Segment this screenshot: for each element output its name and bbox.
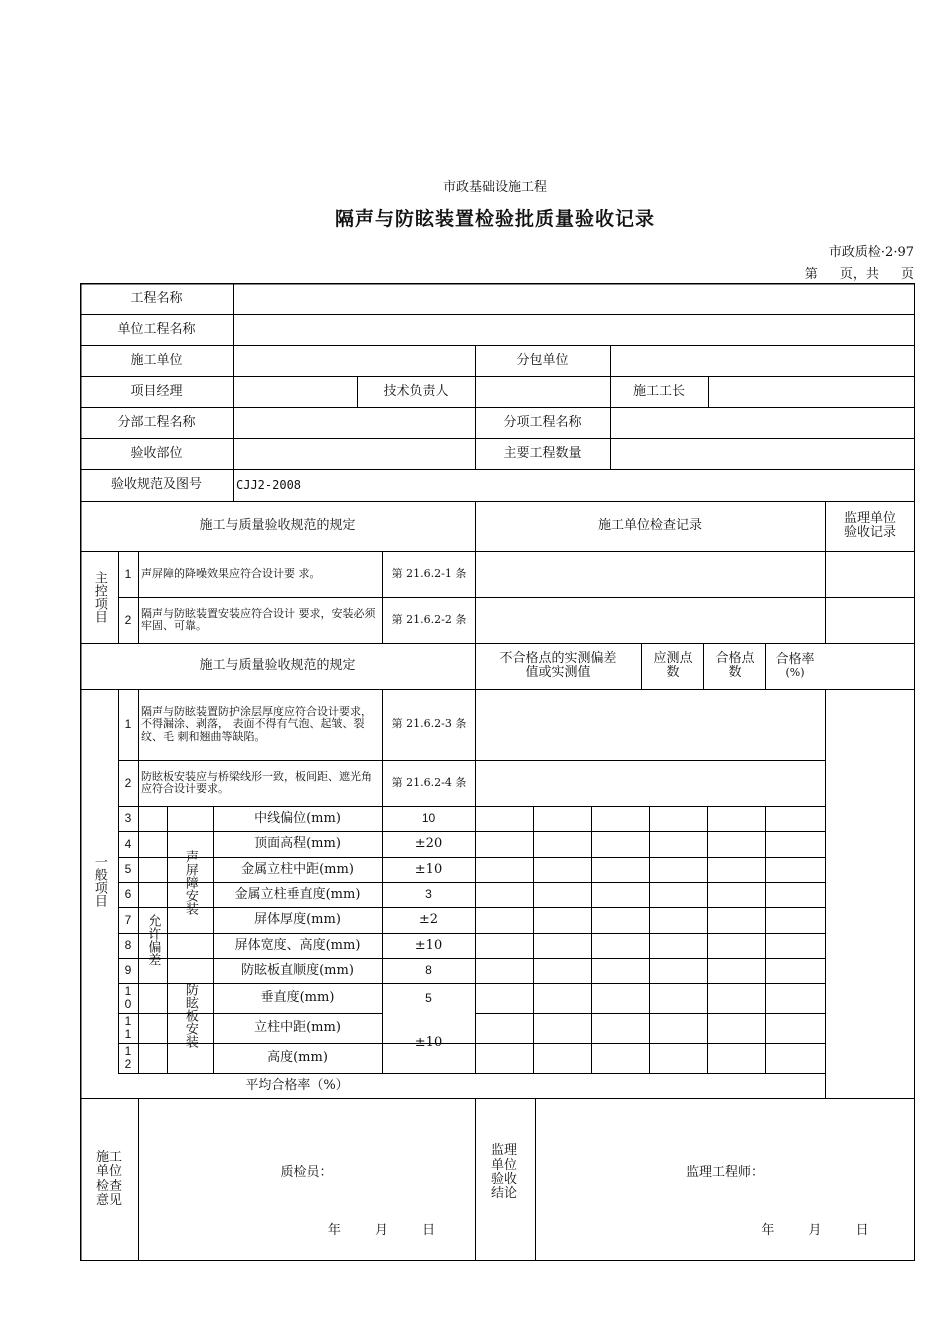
main-item-2-clause: 第 21.6.2-2 条 [391, 612, 467, 626]
tol-11-value: ±10 [414, 1035, 443, 1051]
main-item-2-no: 2 [124, 612, 132, 627]
tol-4-item: 顶面高程(mm) [254, 836, 341, 852]
tol-5-item: 金属立柱中距(mm) [241, 861, 354, 877]
standard-label: 验收规范及图号 [110, 477, 202, 493]
deviation-header: 不合格点的实测偏差值或实测值 [499, 651, 617, 680]
glare-install-text: 防眩板安装 [182, 983, 198, 1048]
tol-11-no: 11 [124, 1013, 132, 1041]
subitem-name-label: 分项工程名称 [503, 414, 582, 430]
tol-7-no: 7 [124, 912, 132, 927]
tol-4-value: ±20 [414, 836, 443, 852]
project-name-label: 工程名称 [130, 290, 183, 306]
tol-3-no: 3 [124, 811, 132, 826]
pass-rate-unit: (%) [785, 665, 805, 679]
acceptance-part-label: 验收部位 [130, 445, 183, 461]
supervisor-record-header: 监理单位验收记录 [843, 511, 896, 540]
barrier-install-text: 声屏障安装 [182, 849, 198, 915]
page-info: 第 页，共 页 [804, 267, 914, 282]
pass-rate-header [765, 643, 825, 689]
supervisor-date: 年 月 日 [761, 1222, 869, 1238]
tol-12-no: 12 [124, 1043, 132, 1071]
tol-3-value: 10 [421, 811, 436, 826]
main-item-2-text: 隔声与防眩装置安装应符合设计 要求，安装必须牢固、可靠。 [141, 606, 376, 632]
tol-10-no: 10 [124, 983, 132, 1011]
unit-project-name-label: 单位工程名称 [117, 321, 196, 337]
glare-install-label [167, 958, 213, 1073]
subcontractor-label: 分包单位 [516, 352, 569, 368]
general-item-1-no: 1 [124, 717, 132, 732]
general-item-1-clause: 第 21.6.2-3 条 [391, 717, 467, 731]
project-manager-label: 项目经理 [130, 383, 183, 399]
foreman-label: 施工工长 [632, 383, 685, 399]
tol-8-no: 8 [124, 938, 132, 953]
tol-9-no: 9 [124, 963, 132, 978]
allowed-deviation-label [138, 806, 167, 1073]
tol-7-item: 屏体厚度(mm) [254, 912, 341, 928]
tol-11-item: 立柱中距(mm) [254, 1020, 341, 1036]
qualified-points-header: 合格点数 [715, 651, 755, 680]
spec-header-2: 施工与质量验收规范的规定 [199, 658, 356, 674]
tech-lead-label: 技术负责人 [383, 383, 449, 399]
general-label-text: 一般项目 [91, 855, 107, 907]
tol-6-item: 金属立柱垂直度(mm) [234, 886, 361, 902]
form-title: 隔声与防眩装置检验批质量验收记录 [334, 208, 655, 230]
standard-value: CJJ2-2008 [236, 477, 302, 492]
main-control-label [80, 551, 118, 643]
form-code: 市政质检·2·97 [828, 245, 914, 260]
general-item-1-text: 隔声与防眩装置防护涂层厚度应符合设计要求，不得漏涂、剥落， 表面不得有气泡、起皱、裂纹、毛 刺和翘曲等缺陷。 [141, 705, 372, 743]
tol-9-item: 防眩板直顺度(mm) [241, 962, 354, 978]
barrier-install-label [167, 806, 213, 958]
pass-rate-label: 合格率 [775, 652, 815, 668]
tol-7-value: ±2 [418, 912, 439, 928]
tol-5-value: ±10 [414, 861, 443, 877]
general-label [80, 689, 118, 1073]
tol-5-no: 5 [124, 862, 132, 877]
contractor-record-header: 施工单位检查记录 [597, 518, 702, 534]
main-item-1-clause: 第 21.6.2-1 条 [391, 566, 467, 580]
average-rate-label: 平均合格率（%） [245, 1077, 349, 1093]
general-item-2-clause: 第 21.6.2-4 条 [391, 775, 467, 789]
tol-10-item: 垂直度(mm) [260, 990, 335, 1006]
contractor-opinion-label: 施工单位检查意见 [95, 1149, 122, 1208]
tol-12-item: 高度(mm) [267, 1050, 328, 1066]
inspection-form [80, 283, 915, 1261]
subtitle: 市政基础设施工程 [442, 180, 547, 195]
tol-8-item: 屏体宽度、高度(mm) [234, 937, 361, 953]
tol-9-value: 8 [425, 963, 432, 978]
tol-6-no: 6 [124, 887, 132, 902]
tol-3-item: 中线偏位(mm) [254, 810, 341, 826]
allowed-deviation-text: 允许偏差 [145, 913, 161, 966]
supervisor-engineer-label: 监理工程师： [685, 1165, 764, 1181]
contractor-label: 施工单位 [130, 352, 183, 368]
division-name-label: 分部工程名称 [117, 414, 196, 430]
inspector-label: 质检员： [280, 1165, 333, 1181]
general-item-2-no: 2 [124, 775, 132, 790]
tol-8-value: ±10 [414, 937, 443, 953]
main-item-1-no: 1 [124, 566, 132, 581]
main-item-1-text: 声屏障的降噪效果应符合设计要 求。 [141, 566, 321, 580]
general-item-2-text: 防眩板安装应与桥梁线形一致，板间距、遮光角应符合设计要求。 [141, 769, 372, 795]
supervisor-conclusion-label: 监理单位验收结论 [490, 1143, 517, 1202]
tol-4-no: 4 [124, 836, 132, 851]
contractor-date: 年 月 日 [327, 1222, 436, 1238]
points-to-check-header: 应测点数 [653, 651, 693, 680]
main-quantity-label: 主要工程数量 [503, 445, 582, 461]
main-control-label-text: 主控项目 [91, 571, 107, 623]
tol-10-value: 5 [425, 990, 432, 1005]
tol-6-value: 3 [425, 887, 432, 902]
spec-header: 施工与质量验收规范的规定 [199, 518, 356, 534]
